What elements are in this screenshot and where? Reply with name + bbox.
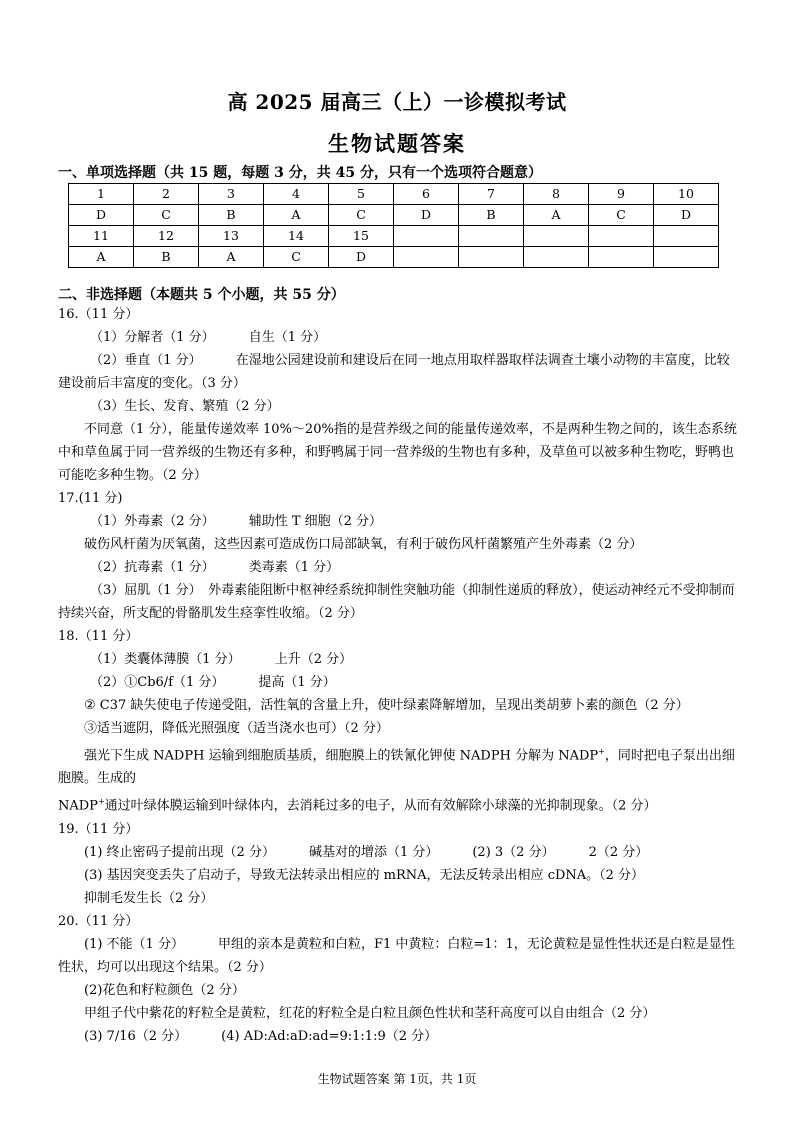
- table-cell: A: [199, 247, 264, 268]
- answer-text: 类毒素（1 分）: [248, 560, 340, 575]
- answer-text: （1）类囊体薄膜（1 分）: [90, 652, 241, 667]
- answer-text: (1) 不能（1 分）: [84, 936, 184, 952]
- table-cell: 14: [264, 226, 329, 247]
- table-row: [69, 184, 719, 205]
- answer-text: 辅助性 T 细胞（2 分）: [248, 514, 383, 529]
- answer-text: （2）垂直（1 分）: [90, 353, 202, 368]
- table-cell: D: [69, 205, 134, 226]
- table-cell: [459, 247, 524, 268]
- table-cell: D: [329, 247, 394, 268]
- section2-heading: 二、非选择题（本题共 5 个小题，共 55 分）: [58, 287, 345, 303]
- table-cell: [589, 226, 654, 247]
- table-row: [69, 226, 719, 247]
- table-cell: 11: [69, 226, 134, 247]
- answer-line: 甲组子代中紫花的籽粒全是黄粒，红花的籽粒全是白粒且颜色性状和茎秆高度可以自由组合（2 分）: [84, 1005, 656, 1021]
- table-cell: C: [329, 205, 394, 226]
- table-cell: [394, 247, 459, 268]
- answer-line: 破伤风杆菌为厌氧菌，这些因素可造成伤口局部缺氧，有利于破伤风杆菌繁殖产生外毒素（2 分）: [84, 537, 643, 552]
- answer-line: [58, 510, 738, 533]
- table-cell: 3: [199, 184, 264, 205]
- answer-text: 自生（1 分）: [248, 330, 327, 345]
- answer-line: (3) 基因突变丢失了启动子，导致无法转录出相应的 mRNA，无法反转录出相应 cDNA。（2 分）: [84, 867, 645, 883]
- table-cell: B: [134, 247, 199, 268]
- q17-heading: 17.(11 分): [58, 491, 123, 506]
- answer-line: [58, 933, 738, 979]
- section1-heading: 一、单项选择题（共 15 题，每题 3 分，共 45 分，只有一个选项符合题意）: [58, 165, 542, 181]
- page-title: 高 2025 届高三（上）一诊模拟考试: [227, 90, 567, 114]
- answer-text: 甲组的亲本是黄粒和白粒，F1 中黄粒：白粒=1：1，无论黄粒是显性性状还是白粒是显性性状，均可以出现这个结果。（2 分）: [58, 936, 735, 975]
- superscript: +: [97, 797, 105, 807]
- answer-line: ② C37 缺失使电子传递受阻，活性氧的含量上升，使叶绿素降解增加，呈现出类胡萝卜素的颜色（2 分）: [84, 698, 689, 713]
- answer-text: 通过叶绿体膜运输到叶绿体内，去消耗过多的电子，从而有效解除小球藻的光抑制现象。（2 分）: [104, 798, 657, 814]
- answer-line: 不同意（1 分），能量传递效率 10%～20%指的是营养级之间的能量传递效率，不是两种生物之间的，该生态系统中和草鱼属于同一营养级的生物还有多种，和野鸭属于同一营养级的生物也有多种，及草鱼可以被多种生物吃，野鸭也可能吃多种生物。（2 分）: [58, 422, 737, 483]
- table-cell: 7: [459, 184, 524, 205]
- table-cell: B: [459, 205, 524, 226]
- table-row: [69, 247, 719, 268]
- answers-body: [58, 303, 738, 1048]
- answer-text: 2（2 分）: [588, 844, 649, 860]
- answer-line: [58, 556, 738, 579]
- table-cell: C: [264, 247, 329, 268]
- q16-heading: 16.（11 分）: [58, 307, 139, 322]
- answer-text: (3) 7/16（2 分）: [84, 1028, 188, 1044]
- table-cell: 2: [134, 184, 199, 205]
- table-cell: 8: [524, 184, 589, 205]
- q18-heading: 18.（11 分）: [58, 629, 139, 644]
- table-cell: 1: [69, 184, 134, 205]
- table-cell: 9: [589, 184, 654, 205]
- answer-text: （2）抗毒素（1 分）: [90, 560, 215, 575]
- answer-text: （1）分解者（1 分）: [90, 330, 215, 345]
- answer-line: (2)花色和籽粒颜色（2 分）: [84, 982, 245, 998]
- table-cell: [654, 226, 719, 247]
- answer-line: ③适当遮阴，降低光照强度（适当浇水也可）（2 分）: [84, 721, 389, 736]
- superscript: +: [598, 747, 605, 756]
- answer-text: (1) 终止密码子提前出现（2 分）: [84, 844, 275, 860]
- table-cell: 13: [199, 226, 264, 247]
- table-row: [69, 205, 719, 226]
- answer-text: (2) 3（2 分）: [472, 844, 555, 860]
- answer-line: [58, 349, 738, 395]
- answer-text: 强光下生成 NADPH 运输到细胞质基质，细胞膜上的铁氰化钾使 NADPH 分解为 NADP: [84, 748, 599, 764]
- table-cell: 15: [329, 226, 394, 247]
- table-cell: B: [199, 205, 264, 226]
- answer-line: [58, 648, 738, 671]
- table-cell: C: [589, 205, 654, 226]
- answer-line: （3）屈肌（1 分） 外毒素能阻断中枢神经系统抑制性突触功能（抑制性递质的释放），使运动神经元不受抑制而持续兴奋，所支配的骨骼肌发生痉挛性收缩。（2 分）: [58, 583, 735, 621]
- table-cell: A: [264, 205, 329, 226]
- table-cell: A: [69, 247, 134, 268]
- answer-text: ，同时把电子泵出出细胞膜。生成的 NADP: [58, 748, 735, 814]
- answer-text: （1）外毒素（2 分）: [90, 514, 215, 529]
- answer-line: [58, 671, 738, 694]
- table-cell: [524, 247, 589, 268]
- q19-heading: 19.（11 分）: [58, 821, 139, 837]
- table-cell: [394, 226, 459, 247]
- answer-text: 在湿地公园建设前和建设后在同一地点用取样器取样法调查土壤小动物的丰富度，比较建设前后丰富度的变化。（3 分）: [58, 353, 730, 391]
- table-cell: D: [654, 205, 719, 226]
- table-cell: 12: [134, 226, 199, 247]
- table-cell: 5: [329, 184, 394, 205]
- q20-heading: 20.（11 分）: [58, 913, 139, 929]
- answer-text: 提高（1 分）: [258, 675, 336, 690]
- table-cell: D: [394, 205, 459, 226]
- answer-line: 抑制毛发生长（2 分）: [84, 890, 214, 906]
- page-subtitle: 生物试题答案: [328, 131, 466, 156]
- table-cell: 4: [264, 184, 329, 205]
- answer-table: [68, 183, 719, 268]
- answer-line: [58, 1025, 738, 1048]
- page-footer: 生物试题答案 第 1页，共 1页: [317, 1072, 477, 1086]
- table-cell: 10: [654, 184, 719, 205]
- table-cell: [589, 247, 654, 268]
- table-cell: [459, 226, 524, 247]
- table-cell: 6: [394, 184, 459, 205]
- answer-line: [58, 740, 738, 818]
- answer-text: (4) AD:Ad:aD:ad=9:1:1:9（2 分）: [221, 1028, 438, 1044]
- table-cell: [654, 247, 719, 268]
- table-cell: C: [134, 205, 199, 226]
- answer-text: 碱基对的增添（1 分）: [308, 844, 439, 860]
- answer-line: [58, 841, 738, 864]
- answer-line: （3）生长、发育、繁殖（2 分）: [90, 399, 280, 414]
- table-cell: A: [524, 205, 589, 226]
- answer-text: 上升（2 分）: [274, 652, 353, 667]
- answer-line: [58, 326, 738, 349]
- answer-text: （2）①Cb6/f（1 分）: [90, 675, 225, 690]
- table-cell: [524, 226, 589, 247]
